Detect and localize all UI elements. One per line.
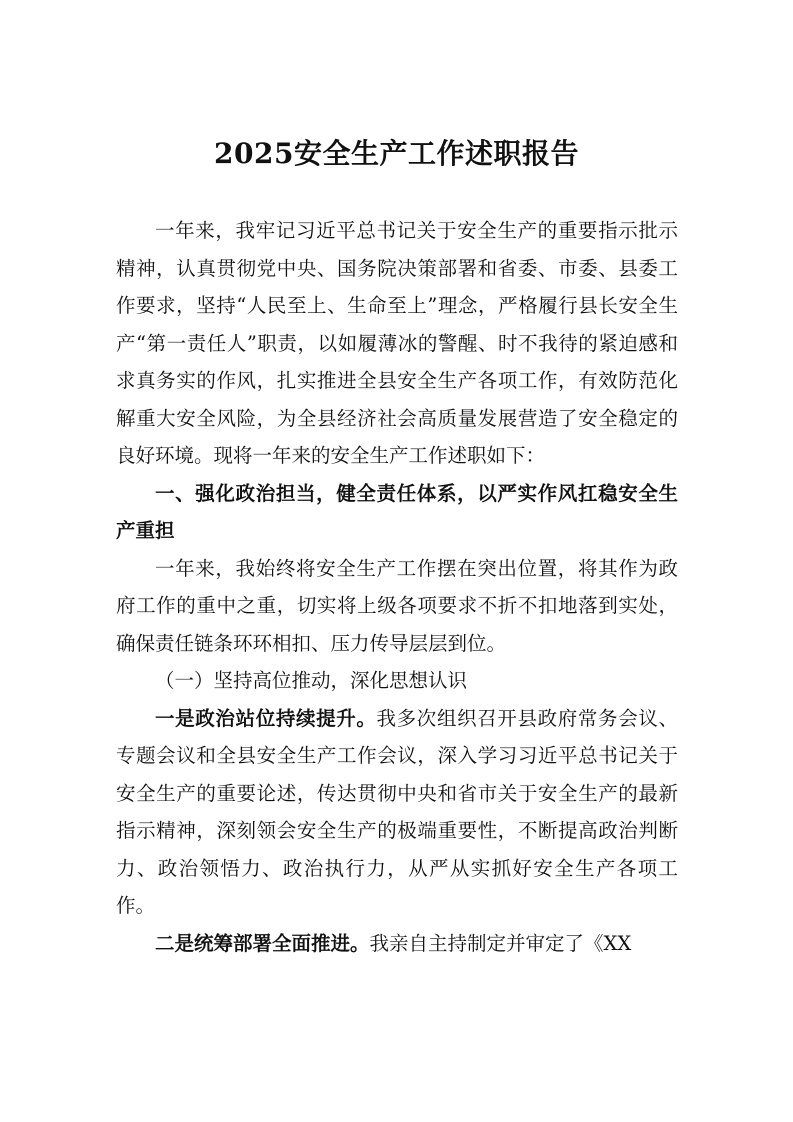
section-heading: 一、强化政治担当，健全责任体系，以严实作风扛稳安全生产重担 (116, 481, 678, 542)
item-lead-1: 一是政治站位持续提升。 (155, 706, 377, 730)
intro-paragraph: 一年来，我牢记习近平总书记关于安全生产的重要指示批示精神，认真贯彻党中央、国务院决策部署和省委、市委、县委工作要求，坚持“人民至上、生命至上”理念，严格履行县长安全生产“第一责任人”职责，以如履薄冰的警醒、时不我待的紧迫感和求真务实的作风，扎实推进全县安全生产各项工作，有效防范化解重大安全风险，为全县经济社会高质量发展营造了安全稳定的良好环境。现将一年来的安全生产工作述职如下： (116, 219, 678, 467)
item-lead-2: 二是统筹部署全面推进。 (155, 931, 370, 955)
item-text-2: 我亲自主持制定并审定了《XX (369, 931, 632, 955)
subsection-heading: （一）坚持高位推动，深化思想认识 (155, 669, 468, 692)
document-title: 2025安全生产工作述职报告 (214, 137, 579, 170)
item-paragraph-2 (116, 925, 678, 963)
item-text-1: 我多次组织召开县政府常务会议、专题会议和全县安全生产工作会议，深入学习习近平总书记关于安全生产的重要论述，传达贯彻中央和省市关于安全生产的最新指示精神，深刻领会安全生产的极端重要性，不断提高政治判断力、政治领悟力、政治执行力，从严从实抓好安全生产各项工作。 (116, 706, 678, 917)
section-paragraph: 一年来，我始终将安全生产工作摆在突出位置，将其作为政府工作的重中之重，切实将上级各项要求不折不扣地落到实处，确保责任链条环环相扣、压力传导层层到位。 (116, 556, 678, 655)
item-paragraph-1 (116, 700, 678, 925)
document-body (116, 212, 678, 962)
